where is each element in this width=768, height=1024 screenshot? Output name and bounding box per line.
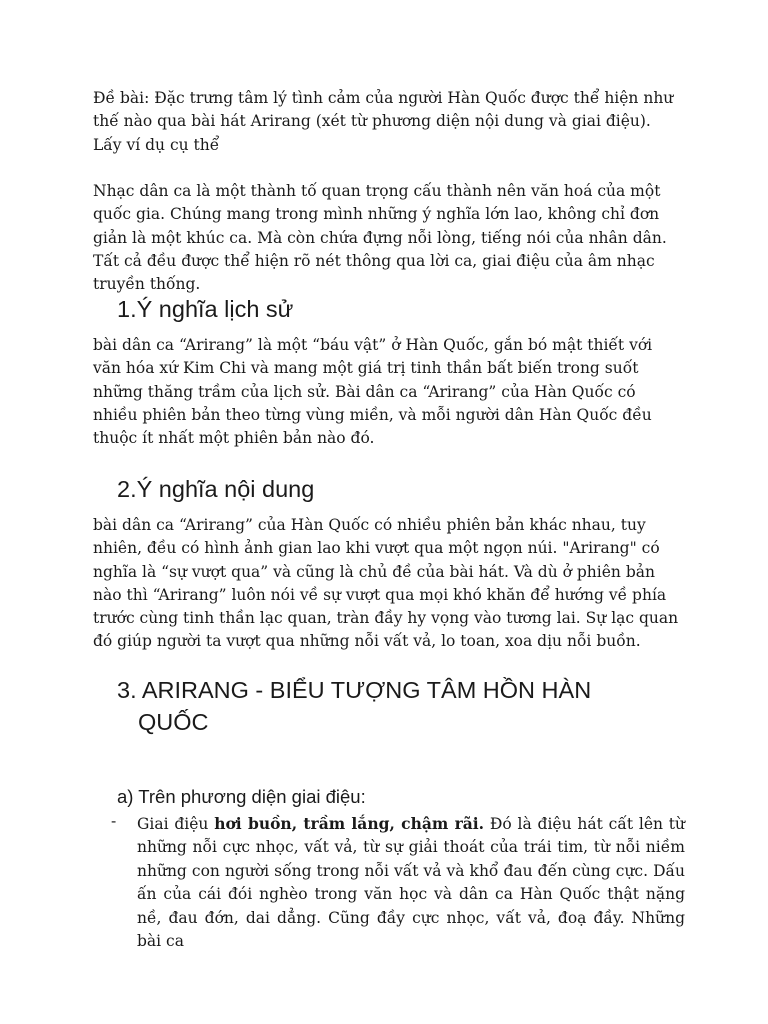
melody-subheading: a) Trên phương diện giai điệu: bbox=[117, 786, 366, 807]
bullet-rest: Đó là điệu hát cất lên từ những nỗi cực nhọc, vất vả, từ sự giải thoát của trái tim, từ nỗi niềm những con người sống trong nỗi vất vả và khổ đau đến cùng cực. Dấu ấn của cái đói nghèo trong văn học và dân ca Hàn Quốc thật nặng nề, đau đớn, dai dẳng. Cũng đầy cực nhọc, vất vả, đoạ đầy. Những bài ca bbox=[137, 815, 685, 951]
bullet-prefix: Giai điệu bbox=[137, 815, 215, 833]
bullet-marker: - bbox=[111, 812, 117, 830]
section-3-heading-line-1: 3. ARIRANG - BIỂU TƯỢNG TÂM HỒN HÀN bbox=[117, 677, 592, 703]
intro-paragraph: Nhạc dân ca là một thành tố quan trọng cấu thành nên văn hoá của một quốc gia. Chúng mang trong mình những ý nghĩa lớn lao, không chỉ đơn giản là một khúc ca. Mà còn chứa đựng nỗi lòng, tiếng nói của nhân dân. Tất cả đều được thể hiện rõ nét thông qua lời ca, giai điệu của âm nhạc truyền thống. bbox=[93, 182, 667, 294]
bullet-bold-phrase: hơi buồn, trầm lắng, chậm rãi. bbox=[214, 814, 485, 833]
section-2-body: bài dân ca “Arirang” của Hàn Quốc có nhiều phiên bản khác nhau, tuy nhiên, đều có hình ảnh gian lao khi vượt qua một ngọn núi. "Arirang" có nghĩa là “sự vượt qua” và cũng là chủ đề của bài hát. Và dù ở phiên bản nào thì “Arirang” luôn nói về sự vượt qua mọi khó khăn để hướng về phía trước cùng tinh thần lạc quan, tràn đầy hy vọng vào tương lai. Sự lạc quan đó giúp người ta vượt qua những nỗi vất vả, lo toan, xoa dịu nỗi buồn. bbox=[93, 516, 679, 651]
section-2-heading: 2.Ý nghĩa nội dung bbox=[117, 476, 315, 502]
assignment-prompt: Đề bài: Đặc trưng tâm lý tình cảm của người Hàn Quốc được thể hiện như thế nào qua bài hát Arirang (xét từ phương diện nội dung và giai điệu). Lấy ví dụ cụ thể bbox=[93, 89, 674, 154]
section-1-body: bài dân ca “Arirang” là một “báu vật” ở Hàn Quốc, gắn bó mật thiết với văn hóa xứ Kim Chi và mang một giá trị tinh thần bất biến trong suốt những thăng trầm của lịch sử. Bài dân ca “Arirang” của Hàn Quốc có nhiều phiên bản theo từng vùng miền, và mỗi người dân Hàn Quốc đều thuộc ít nhất một phiên bản nào đó. bbox=[93, 336, 653, 448]
section-3-heading-line-2: QUỐC bbox=[138, 709, 209, 735]
section-1-heading: 1.Ý nghĩa lịch sử bbox=[117, 296, 294, 322]
melody-bullet-text bbox=[137, 812, 685, 953]
